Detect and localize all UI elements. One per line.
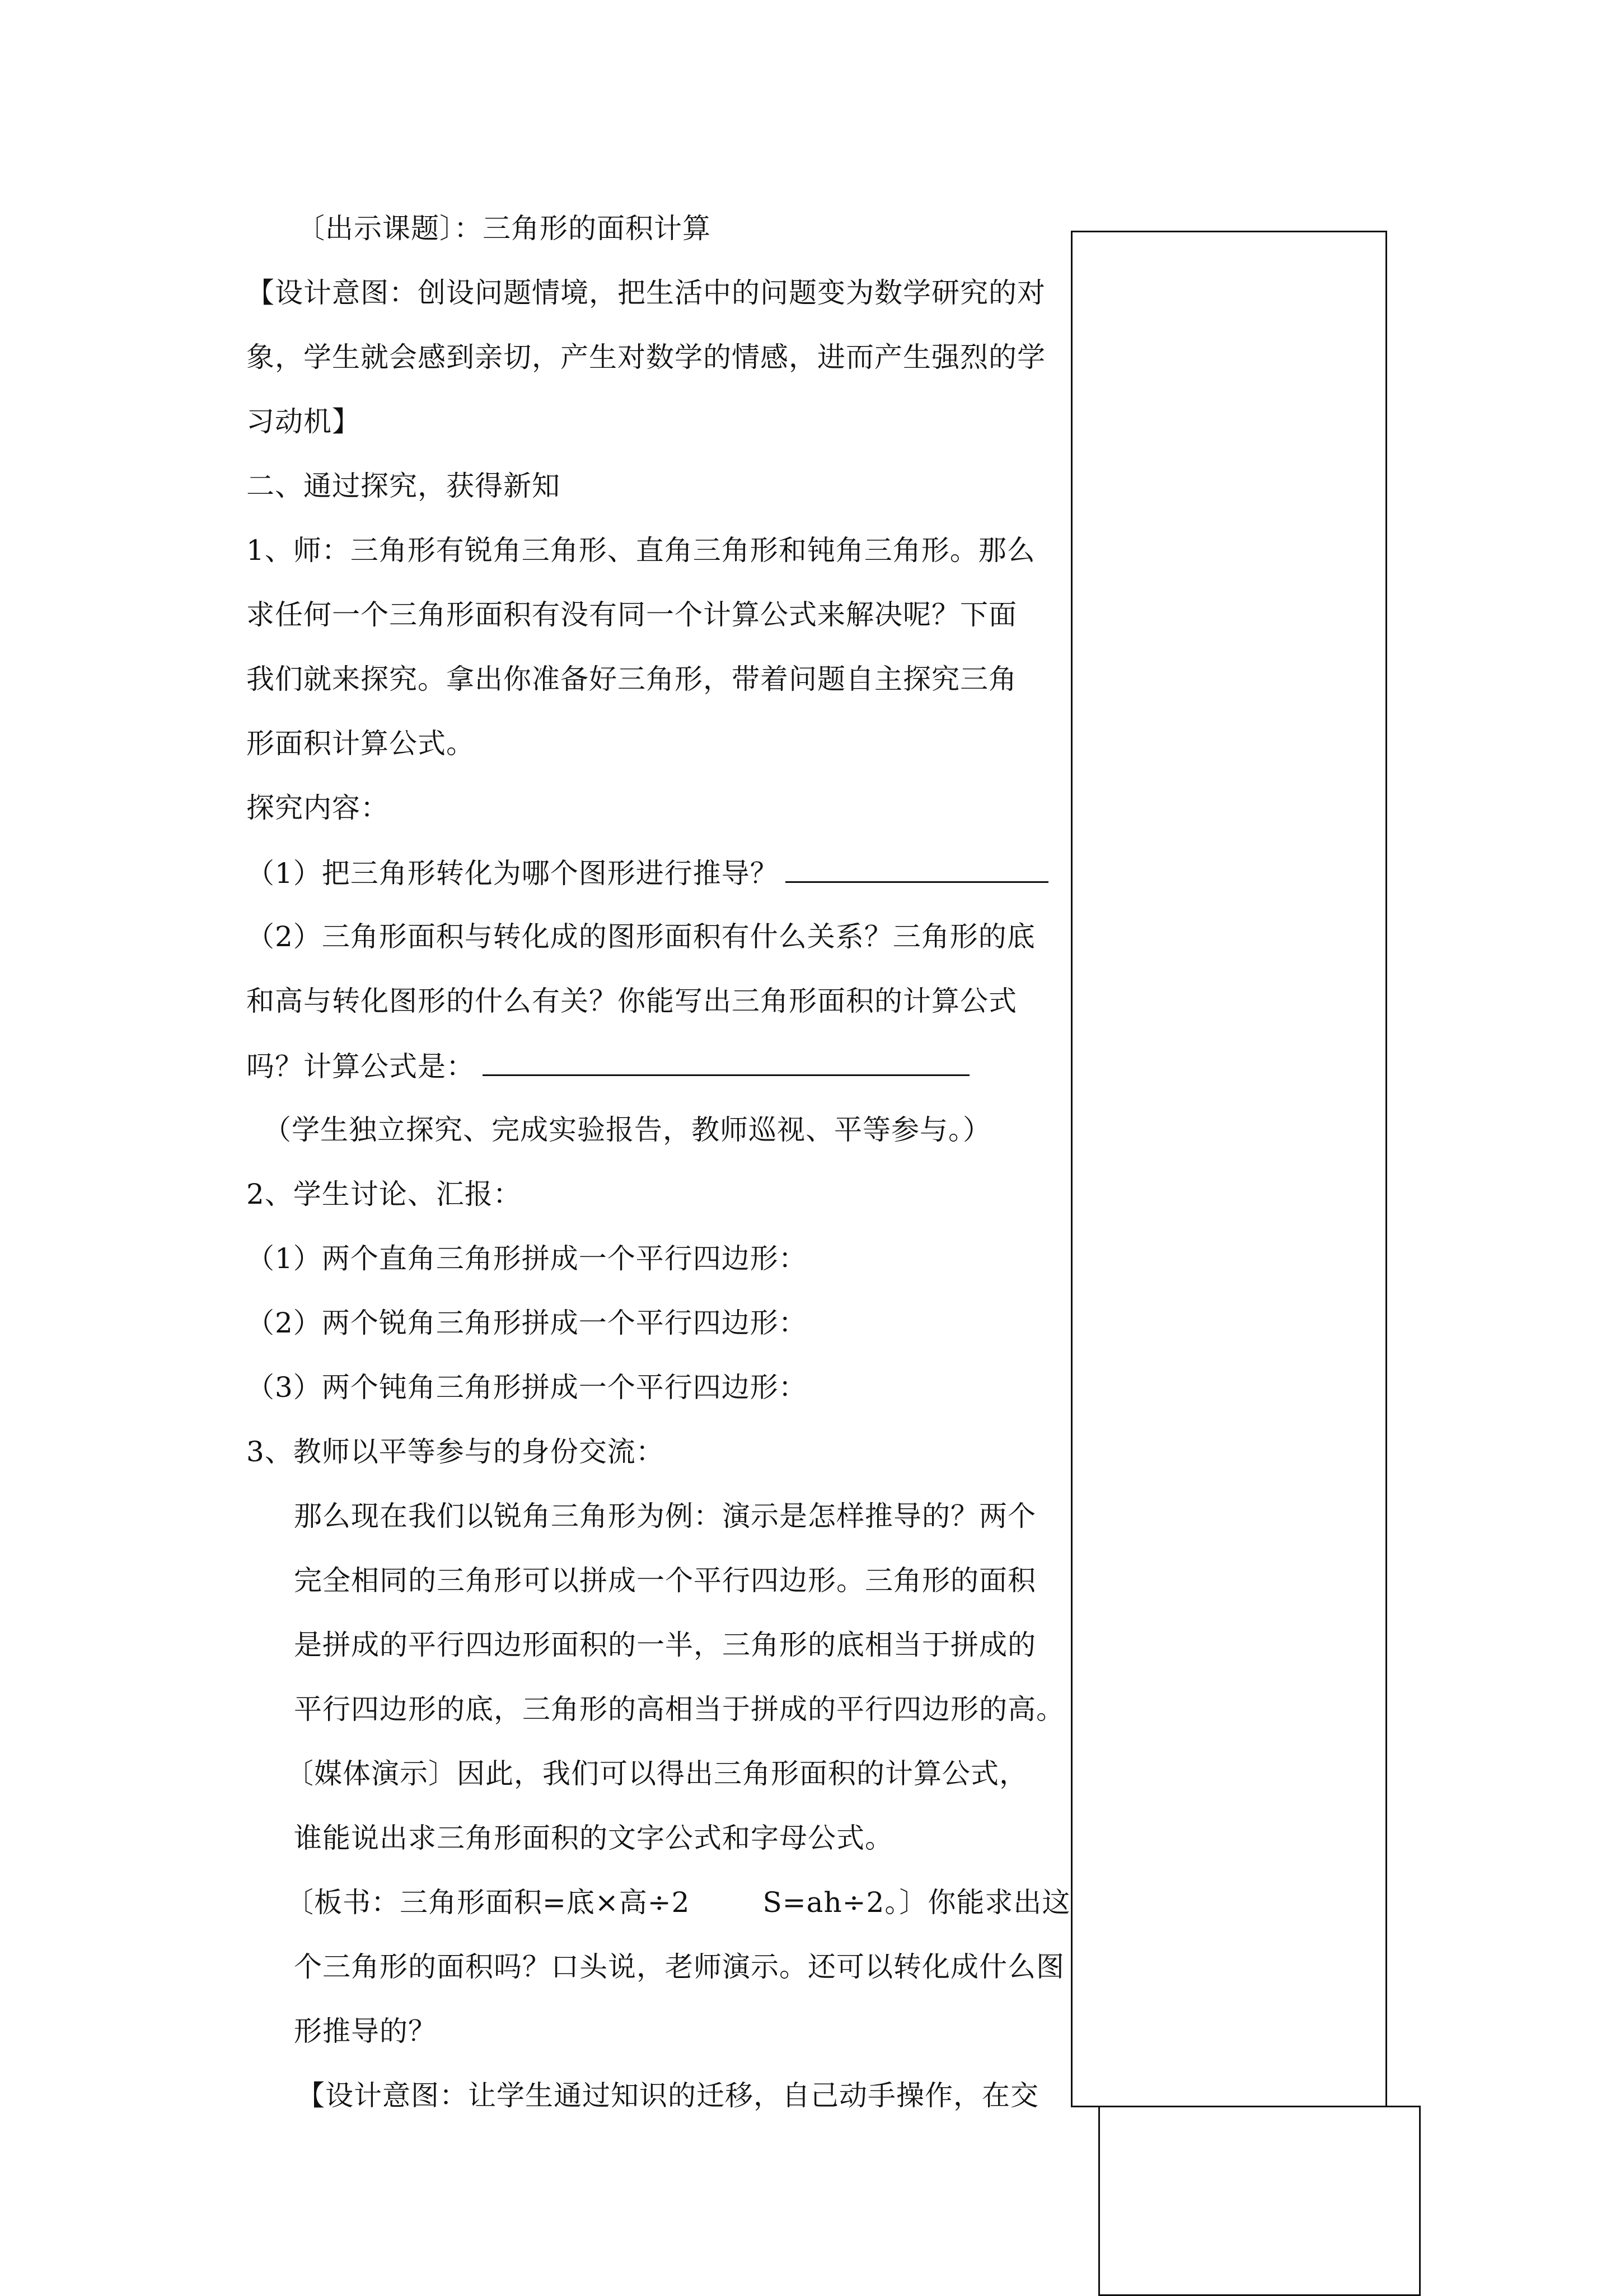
question-2-line-3 [246,1049,970,1083]
design-intent-line-2: 象，学生就会感到亲切，产生对数学的情感，进而产生强烈的学 [246,341,1046,373]
side-note-column-upper [1071,231,1387,2107]
answer-blank-1 [785,855,1048,883]
explore-heading: 探究内容： [246,792,389,824]
paragraph-1-line-2: 求任何一个三角形面积有没有同一个计算公式来解决呢？下面 [246,598,1017,631]
discussion-item-1: （1）两个直角三角形拼成一个平行四边形： [246,1242,807,1275]
question-1 [246,855,1048,890]
exchange-line-1: 那么现在我们以锐角三角形为例：演示是怎样推导的？两个 [294,1500,1036,1532]
student-activity-note: （学生独立探究、完成实验报告，教师巡视、平等参与。） [263,1114,991,1146]
board-writing-part-1: 〔板书：三角形面积=底×高÷2 [285,1886,690,1919]
discussion-item-2: （2）两个锐角三角形拼成一个平行四边形： [246,1307,807,1339]
design-intent-line-1: 【设计意图：创设问题情境，把生活中的问题变为数学研究的对 [246,277,1046,309]
side-note-column-lower [1098,2106,1421,2296]
exchange-line-2: 完全相同的三角形可以拼成一个平行四边形。三角形的面积 [294,1564,1036,1597]
lesson-title: 〔出示课题〕：三角形的面积计算 [297,212,711,245]
paragraph-1-line-1: 1、师：三角形有锐角三角形、直角三角形和钝角三角形。那么 [246,534,1036,567]
question-2-line-3-text: 吗？计算公式是： [246,1050,475,1083]
exchange-line-4: 平行四边形的底，三角形的高相当于拼成的平行四边形的高。 [294,1693,1065,1725]
exchange-line-8: 个三角形的面积吗？口头说，老师演示。还可以转化成什么图 [294,1951,1065,1983]
question-1-text: （1）把三角形转化为哪个图形进行推导？ [246,857,779,890]
teacher-exchange-heading: 3、教师以平等参与的身份交流： [246,1435,664,1468]
board-writing-line [285,1886,1070,1919]
exchange-line-6: 谁能说出求三角形面积的文字公式和字母公式。 [294,1822,893,1854]
design-intent-line-3: 习动机】 [246,405,360,438]
exchange-line-3: 是拼成的平行四边形面积的一半，三角形的底相当于拼成的 [294,1629,1036,1661]
design-intent-2-line-1: 【设计意图：让学生通过知识的迁移，自己动手操作，在交 [297,2079,1039,2112]
exchange-line-5: 〔媒体演示〕因此，我们可以得出三角形面积的计算公式， [285,1757,1028,1790]
paragraph-1-line-3: 我们就来探究。拿出你准备好三角形，带着问题自主探究三角 [246,663,1017,695]
discussion-item-3: （3）两个钝角三角形拼成一个平行四边形： [246,1371,807,1404]
discussion-heading: 2、学生讨论、汇报： [246,1178,522,1210]
paragraph-1-line-4: 形面积计算公式。 [246,727,475,760]
answer-blank-2 [483,1049,970,1076]
question-2-line-2: 和高与转化图形的什么有关？你能写出三角形面积的计算公式 [246,985,1017,1017]
section-heading: 二、通过探究，获得新知 [246,470,560,502]
exchange-line-9: 形推导的？ [294,2015,437,2047]
question-2-line-1: （2）三角形面积与转化成的图形面积有什么关系？三角形的底 [246,920,1036,953]
board-writing-part-2: S=ah÷2。〕你能求出这 [762,1886,1071,1919]
